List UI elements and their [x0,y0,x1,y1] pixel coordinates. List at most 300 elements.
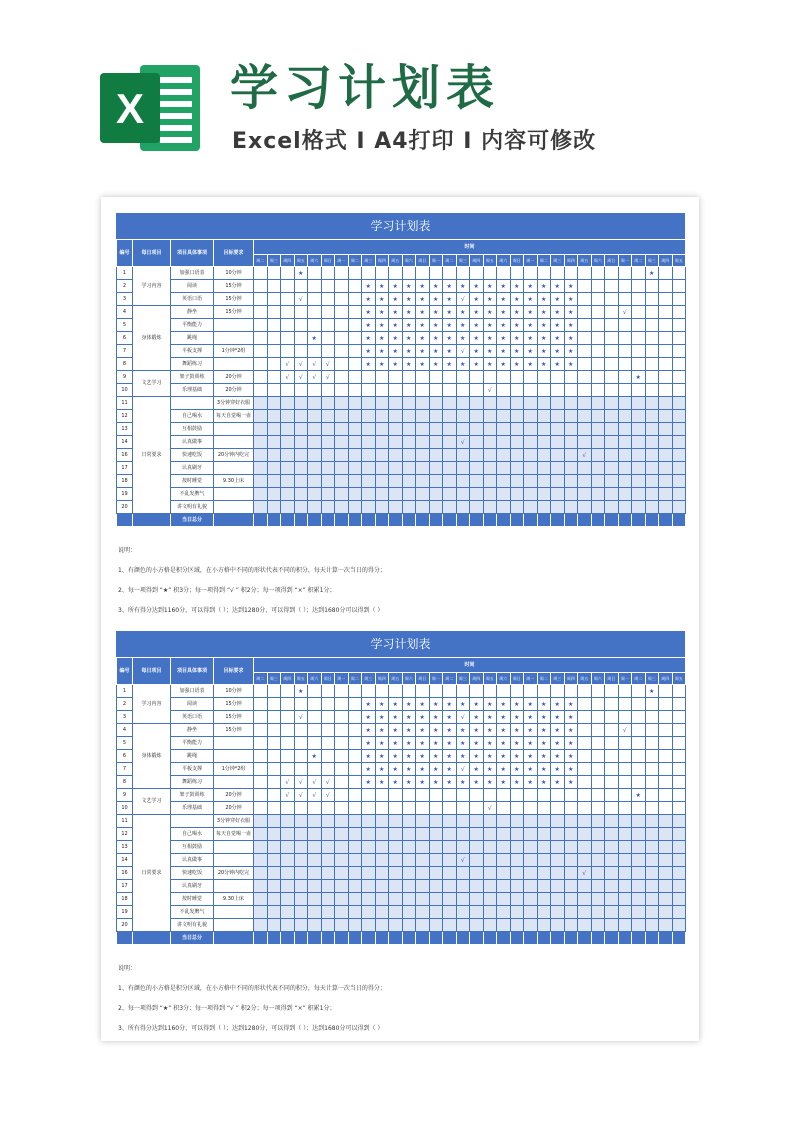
score-cell [416,854,430,867]
score-cell [605,919,619,932]
score-cell [524,854,538,867]
day-header: 周五 [483,673,497,685]
score-cell [632,462,646,475]
score-cell [659,384,673,397]
score-cell [564,854,578,867]
score-mark: √ [294,358,308,371]
score-cell [348,841,362,854]
score-cell [443,423,457,436]
score-cell [456,410,470,423]
score-mark: ★ [497,280,511,293]
score-mark: ★ [429,750,443,763]
score-cell [348,763,362,776]
score-mark: ★ [443,737,457,750]
score-cell [632,501,646,514]
score-mark: ★ [443,358,457,371]
score-cell [254,345,268,358]
score-cell [362,475,376,488]
item-detail: 加强口语表 [171,685,214,698]
score-mark: ★ [551,776,565,789]
score-cell [416,867,430,880]
total-cell [632,514,646,527]
score-cell [470,685,484,698]
score-cell [618,698,632,711]
score-cell [335,815,349,828]
score-cell [470,501,484,514]
day-header: 周四 [375,673,389,685]
score-mark: ★ [429,306,443,319]
item-goal: 9.30上床 [214,893,254,906]
score-cell [659,724,673,737]
score-cell [524,462,538,475]
score-cell [389,488,403,501]
score-cell [308,501,322,514]
score-cell [632,854,646,867]
score-mark: ★ [443,332,457,345]
score-cell [483,867,497,880]
score-cell [645,397,659,410]
score-cell [321,475,335,488]
score-cell [659,306,673,319]
score-mark: ★ [524,698,538,711]
score-cell [497,828,511,841]
table-row [117,501,686,514]
score-cell [362,815,376,828]
study-plan-sheet [116,213,685,621]
group-label: 日常要求 [133,815,171,932]
score-cell [254,854,268,867]
score-cell [659,867,673,880]
table-row [117,919,686,932]
score-cell [632,750,646,763]
row-number: 7 [117,763,133,776]
score-cell [335,267,349,280]
score-cell [591,724,605,737]
score-cell [632,267,646,280]
score-cell [632,724,646,737]
score-cell [618,711,632,724]
score-mark: ★ [510,698,524,711]
item-detail: 认真刷牙 [171,462,214,475]
table-row [117,267,686,280]
score-mark: ★ [443,345,457,358]
score-cell [443,449,457,462]
score-cell [510,371,524,384]
score-mark: ★ [483,776,497,789]
score-cell [294,475,308,488]
score-mark: √ [321,776,335,789]
score-cell [578,280,592,293]
score-cell [659,436,673,449]
score-cell [551,449,565,462]
score-cell [524,267,538,280]
score-cell [605,358,619,371]
score-cell [308,763,322,776]
score-cell [429,488,443,501]
score-cell [281,802,295,815]
score-cell [267,488,281,501]
score-mark: ★ [389,711,403,724]
score-cell [659,319,673,332]
table-row [117,280,686,293]
total-cell [578,514,592,527]
score-cell [443,815,457,828]
score-cell [321,711,335,724]
score-cell [335,345,349,358]
score-mark: ★ [456,737,470,750]
total-cell [672,932,686,945]
score-cell [416,488,430,501]
score-cell [443,893,457,906]
row-number: 10 [117,384,133,397]
table-row [117,423,686,436]
total-cell [659,514,673,527]
row-number: 17 [117,880,133,893]
day-header: 周四 [659,673,673,685]
score-cell [672,319,686,332]
total-spacer [133,514,171,527]
score-cell [510,880,524,893]
item-detail: 自己喝水 [171,828,214,841]
score-cell [348,267,362,280]
total-cell [564,514,578,527]
table-row [117,319,686,332]
score-cell [281,815,295,828]
score-mark: √ [281,776,295,789]
score-cell [389,828,403,841]
score-mark: ★ [402,345,416,358]
item-detail: 认真刷牙 [171,880,214,893]
day-header: 周六 [591,673,605,685]
item-goal: 15分钟 [214,724,254,737]
score-cell [605,685,619,698]
score-cell [308,698,322,711]
score-cell [632,306,646,319]
score-cell [551,893,565,906]
score-cell [281,306,295,319]
score-mark: ★ [416,332,430,345]
score-cell [348,880,362,893]
sheet-title: 学习计划表 [116,631,685,657]
score-cell [537,906,551,919]
score-cell [402,423,416,436]
day-header: 周四 [281,673,295,685]
score-cell [389,267,403,280]
score-cell [591,423,605,436]
score-mark: ★ [510,763,524,776]
day-header: 周六 [497,673,511,685]
score-cell [578,397,592,410]
row-number: 9 [117,371,133,384]
score-cell [402,488,416,501]
score-cell [281,828,295,841]
score-mark: ★ [362,724,376,737]
score-cell [537,267,551,280]
score-cell [375,815,389,828]
total-cell [591,514,605,527]
score-cell [564,397,578,410]
score-cell [672,698,686,711]
score-cell [483,685,497,698]
row-number: 19 [117,906,133,919]
score-cell [645,293,659,306]
score-cell [578,698,592,711]
score-cell [537,488,551,501]
score-cell [672,919,686,932]
row-number: 2 [117,280,133,293]
score-cell [578,371,592,384]
score-mark: ★ [362,293,376,306]
header-goal: 目标要求 [214,658,254,685]
score-mark: √ [456,436,470,449]
table-row [117,841,686,854]
table-row [117,371,686,384]
score-cell [672,410,686,423]
score-cell [537,462,551,475]
total-cell [564,932,578,945]
score-cell [605,763,619,776]
score-mark: ★ [497,293,511,306]
score-mark: ★ [389,776,403,789]
score-cell [591,828,605,841]
score-mark: ★ [564,776,578,789]
table-row [117,410,686,423]
score-cell [537,893,551,906]
score-cell [375,789,389,802]
score-cell [618,828,632,841]
row-number: 4 [117,306,133,319]
score-cell [402,501,416,514]
score-cell [389,841,403,854]
item-goal [214,358,254,371]
score-cell [591,397,605,410]
score-cell [659,776,673,789]
score-cell [672,280,686,293]
score-cell [429,880,443,893]
score-cell [618,501,632,514]
score-cell [335,397,349,410]
table-row [117,906,686,919]
total-cell [267,932,281,945]
score-cell [362,371,376,384]
score-mark: ★ [645,267,659,280]
score-cell [605,789,619,802]
score-cell [591,475,605,488]
score-cell [618,880,632,893]
score-mark: √ [321,358,335,371]
score-mark: ★ [551,750,565,763]
score-cell [591,384,605,397]
score-cell [335,893,349,906]
score-mark: ★ [537,280,551,293]
total-cell [389,514,403,527]
score-mark: √ [578,449,592,462]
score-cell [591,462,605,475]
score-cell [564,462,578,475]
score-cell [632,410,646,423]
score-cell [402,854,416,867]
table-row [117,750,686,763]
row-number: 1 [117,685,133,698]
day-header: 周四 [281,255,295,267]
score-cell [470,906,484,919]
score-cell [294,332,308,345]
score-cell [510,384,524,397]
score-cell [591,280,605,293]
score-cell [294,410,308,423]
score-cell [591,880,605,893]
score-cell [281,475,295,488]
score-cell [605,397,619,410]
score-cell [294,724,308,737]
day-header: 周日 [321,255,335,267]
score-cell [618,345,632,358]
score-cell [416,384,430,397]
row-number: 6 [117,332,133,345]
score-cell [281,501,295,514]
score-cell [362,397,376,410]
score-cell [348,488,362,501]
score-cell [335,919,349,932]
item-goal: 每天自觉喝一壶 [214,410,254,423]
score-cell [551,815,565,828]
score-cell [510,488,524,501]
score-mark: ★ [308,750,322,763]
score-mark: √ [456,711,470,724]
score-cell [254,475,268,488]
score-cell [429,449,443,462]
score-cell [659,763,673,776]
score-mark: ★ [416,724,430,737]
score-cell [267,698,281,711]
score-cell [591,919,605,932]
total-cell [267,514,281,527]
score-mark: ★ [483,711,497,724]
score-cell [510,475,524,488]
score-cell [591,737,605,750]
score-cell [564,384,578,397]
item-detail: 阅读 [171,280,214,293]
item-goal [214,501,254,514]
day-header: 周六 [402,673,416,685]
score-cell [659,410,673,423]
score-mark: ★ [497,332,511,345]
score-cell [416,462,430,475]
score-cell [510,789,524,802]
score-cell [335,802,349,815]
score-cell [362,893,376,906]
score-cell [659,685,673,698]
score-mark: ★ [429,345,443,358]
score-cell [618,332,632,345]
score-mark: ★ [389,280,403,293]
group-label: 日常要求 [133,397,171,514]
item-goal: 15分钟 [214,711,254,724]
day-header: 周日 [416,255,430,267]
score-cell [632,841,646,854]
score-mark: ★ [510,711,524,724]
score-cell [281,449,295,462]
score-cell [564,893,578,906]
score-cell [537,475,551,488]
score-cell [578,475,592,488]
total-cell [470,514,484,527]
score-cell [578,828,592,841]
score-cell [470,475,484,488]
score-cell [294,319,308,332]
score-cell [510,854,524,867]
score-cell [321,397,335,410]
score-cell [537,397,551,410]
score-cell [591,893,605,906]
day-header: 周日 [321,673,335,685]
score-cell [281,397,295,410]
score-cell [524,828,538,841]
score-cell [456,371,470,384]
score-cell [537,802,551,815]
score-cell [564,410,578,423]
score-cell [294,737,308,750]
score-cell [591,267,605,280]
score-mark: ★ [524,306,538,319]
score-cell [524,475,538,488]
score-cell [470,880,484,893]
row-number: 8 [117,776,133,789]
score-cell [578,423,592,436]
score-cell [618,789,632,802]
score-cell [375,828,389,841]
score-cell [618,410,632,423]
score-mark: ★ [483,319,497,332]
notes [116,541,685,621]
score-cell [578,893,592,906]
score-cell [348,802,362,815]
score-cell [348,423,362,436]
score-mark: ★ [470,698,484,711]
score-cell [443,397,457,410]
score-mark: ★ [524,332,538,345]
score-cell [267,841,281,854]
score-cell [578,319,592,332]
score-cell [308,685,322,698]
score-cell [416,841,430,854]
score-cell [483,449,497,462]
score-mark: ★ [551,319,565,332]
score-cell [294,488,308,501]
table-row [117,867,686,880]
score-cell [672,854,686,867]
item-goal: 20分钟内吃完 [214,867,254,880]
score-cell [308,319,322,332]
score-cell [294,763,308,776]
item-detail: 阅读 [171,698,214,711]
total-spacer [133,932,171,945]
score-cell [672,462,686,475]
score-cell [429,893,443,906]
day-header: 周三 [456,255,470,267]
score-cell [416,267,430,280]
score-mark: √ [308,358,322,371]
table-row [117,711,686,724]
score-cell [524,488,538,501]
group-label: 学习内容 [133,685,171,724]
score-cell [605,462,619,475]
score-cell [456,802,470,815]
score-mark: ★ [564,711,578,724]
day-header: 周二 [254,255,268,267]
score-cell [456,384,470,397]
score-mark: ★ [416,358,430,371]
